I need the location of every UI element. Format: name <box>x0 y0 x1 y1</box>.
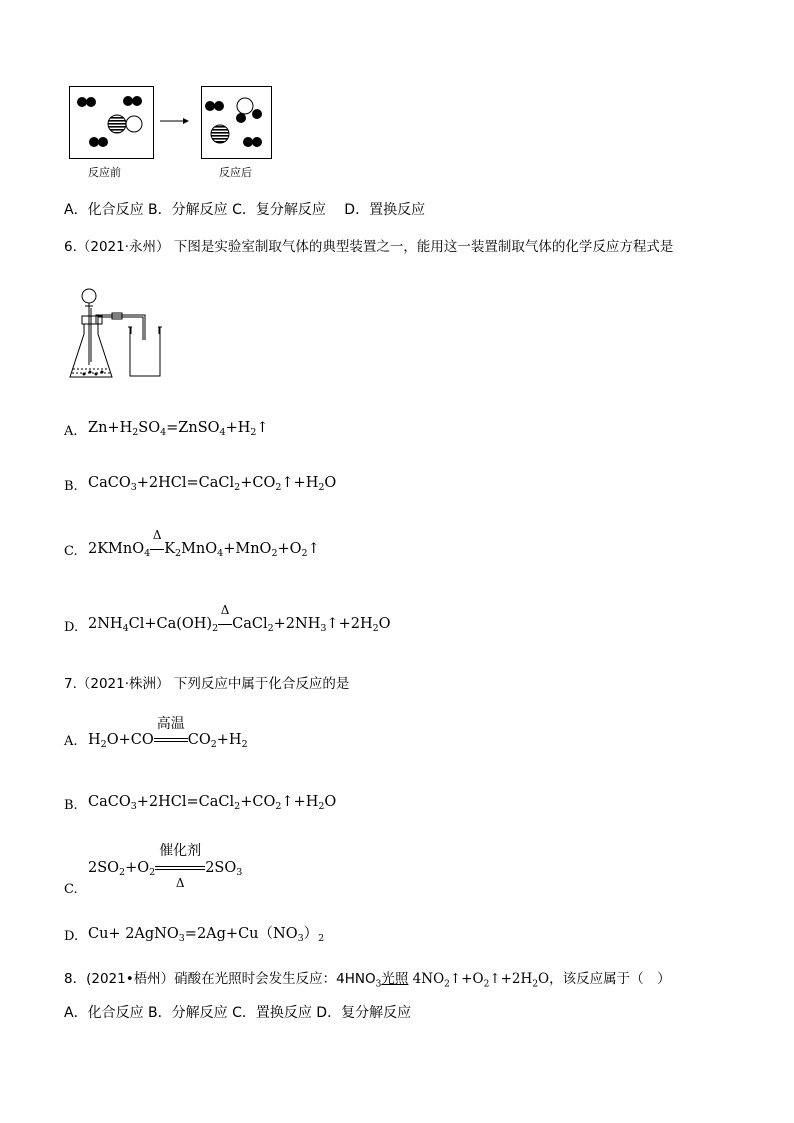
q6-d-equation: $2NH_4Cl+Ca(OH)_2$ Δ $CaCl_2+2NH_3↑+2H_2O$ <box>88 603 391 634</box>
q7-a-condition: 高温 <box>154 730 188 750</box>
q5-options: A．化合反应 B．分解反应 C．复分解反应 D．置换反应 <box>64 202 426 218</box>
q7-a-label: A. <box>64 734 78 749</box>
q6-c-condition: Δ <box>150 539 164 559</box>
q8-condition: 光照 <box>381 971 409 987</box>
q7-c-label: C. <box>64 882 78 897</box>
after-label: 反应后 <box>219 166 252 179</box>
q6-d-condition: Δ <box>218 614 232 634</box>
q6-stem: 6.（2021·永州） 下图是实验室制取气体的典型装置之一，能用这一装置制取气体的化学反应方程式是 <box>64 239 674 255</box>
q6-b-equation: $CaCO_3+2HCl=CaCl_2+CO_2↑+H_2O$ <box>88 475 337 493</box>
q7-stem: 7.（2021·株洲） 下列反应中属于化合反应的是 <box>64 676 350 692</box>
q8-stem: 8．(2021•梧州）硝酸在光照时会发生反应：$4HNO_3$光照 $4NO_2↑+O_2↑+2H_2O$，该反应属于（ ） <box>64 971 671 990</box>
gas-apparatus-figure <box>0 0 794 400</box>
q6-c-equation: 2KMnO$_4$ Δ $K_2MnO_4+MnO_2+O_2↑$ <box>88 528 320 559</box>
q7-b-label: B. <box>64 798 78 813</box>
q6-d-label: D. <box>64 620 79 635</box>
q6-a-equation: $Zn+H_2SO_4=ZnSO_4+H_2↑$ <box>88 420 269 438</box>
q7-d-label: D. <box>64 929 79 944</box>
q7-c-equation: $2SO_2+O_2$ 催化剂 Δ $2SO_3$ <box>88 843 243 890</box>
q7-a-equation: $H_2O+CO$ 高温 $CO_2+H_2$ <box>88 716 248 750</box>
q6-a-label: A. <box>64 424 78 439</box>
before-label: 反应前 <box>88 166 121 179</box>
q6-b-label: B. <box>64 479 78 494</box>
q8-options: A．化合反应 B．分解反应 C．置换反应 D．复分解反应 <box>64 1005 412 1021</box>
q6-c-label: C. <box>64 544 78 559</box>
q7-d-equation: $Cu+ 2AgNO_3=2Ag+Cu(NO_3)_2$ <box>88 926 325 944</box>
q7-b-equation: $CaCO_3+2HCl=CaCl_2+CO_2↑+H_2O$ <box>88 794 337 812</box>
q7-c-condition: 催化剂 Δ <box>155 858 205 878</box>
